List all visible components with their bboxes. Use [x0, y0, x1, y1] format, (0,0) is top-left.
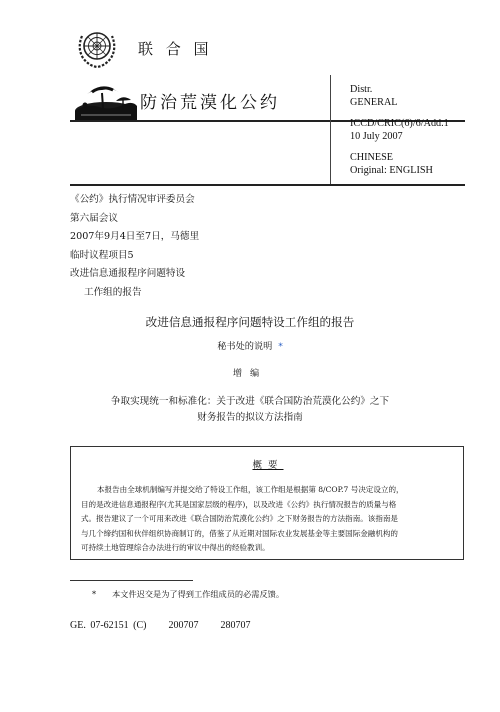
document-num-1: 200707	[168, 620, 199, 631]
document-symbol: ICCD/CRIC(6)/6/Add.1	[350, 118, 449, 129]
document-num-2: 280707	[220, 620, 251, 631]
addendum-label: 增编	[232, 368, 268, 379]
summary-text	[81, 483, 455, 556]
un-emblem-logo	[75, 26, 119, 70]
document-date: 10 July 2007	[350, 130, 403, 142]
committee-line: 2007年9月4日至7日，马德里	[70, 231, 200, 243]
distribution-value: GENERAL	[350, 96, 398, 108]
summary-line: 式。报告建议了一个可用来改进《联合国防治荒漠化公约》之下财务报告的方法指南。该指南是	[81, 514, 398, 524]
committee-line: 第六届会议	[70, 212, 118, 224]
footnote-reference-link[interactable]: *	[278, 341, 283, 352]
subtitle-text: 秘书处的说明	[217, 341, 273, 352]
convention-name: 防治荒漠化公约	[140, 93, 280, 113]
committee-line: 改进信息通报程序问题特设	[70, 268, 186, 280]
document-title: 改进信息通报程序问题特设工作组的报告	[145, 315, 355, 329]
un-name: 联 合 国	[138, 40, 213, 58]
summary-line: 本报告由全球机制编写并提交给了特设工作组，该工作组是根据第 8/COP.7 号决定设立的，	[97, 485, 404, 494]
summary-heading: 概要	[252, 460, 284, 471]
summary-line: 与几个缔约国和伙伴组织协商制订的，借鉴了从近期对国际农业发展基金等主要国际金融机构的	[81, 528, 398, 538]
summary-line: 可持续土地管理综合办法进行的审议中得出的经验教训。	[81, 543, 270, 553]
footnote-marker: *	[92, 589, 97, 599]
document-subtitle	[0, 338, 500, 352]
document-original: Original: ENGLISH	[350, 164, 433, 176]
distribution-label: Distr.	[350, 84, 373, 95]
topic-line: 财务报告的拟议方法指南	[197, 411, 303, 423]
topic-line: 争取实现统一和标准化：关于改进《联合国防治荒漠化公约》之下	[110, 396, 390, 407]
document-topic	[0, 394, 500, 425]
committee-line: 临时议程项目5	[70, 249, 134, 261]
header-rule-bottom	[70, 184, 465, 186]
committee-line: 《公约》执行情况审评委员会	[70, 194, 195, 205]
footnote-rule	[70, 580, 193, 581]
document-code: GE. 07-62151 (C)	[70, 620, 147, 631]
committee-block	[70, 191, 199, 303]
footnote-text: 本文件迟交是为了得到工作组成员的必需反馈。	[112, 589, 285, 599]
ccd-emblem-logo	[73, 77, 139, 121]
document-number	[70, 620, 273, 631]
document-language: CHINESE	[350, 152, 394, 163]
header-divider	[330, 75, 331, 184]
footnote	[92, 589, 284, 600]
summary-box	[70, 446, 464, 560]
summary-line: 目的是改进信息通报程序(尤其是国家层级的程序)，以及改进《公约》执行情况报告的质量与格	[81, 499, 397, 509]
committee-line: 工作组的报告	[84, 286, 142, 298]
document-metadata	[350, 84, 449, 177]
